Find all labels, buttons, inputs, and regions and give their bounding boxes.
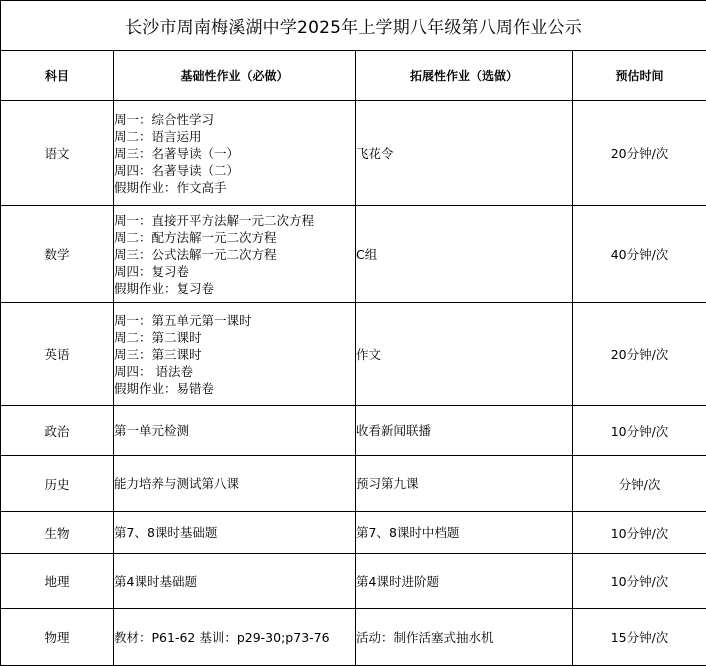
table-row [1,101,706,206]
basic-homework-line: 周一：综合性学习 [114,111,355,128]
extended-homework-cell: 收看新闻联播 [356,406,573,456]
estimated-time-cell: 40分钟/次 [573,206,706,303]
subject-cell: 政治 [1,406,114,456]
basic-homework-line: 假期作业：易错卷 [114,380,355,397]
basic-homework-line: 周三：第三课时 [114,346,355,363]
extended-homework-cell: C组 [356,206,573,303]
estimated-time-cell: 20分钟/次 [573,101,706,206]
subject-cell: 英语 [1,303,114,406]
basic-homework-line: 周一：直接开平方法解一元二次方程 [114,212,355,229]
basic-homework-cell [114,101,356,206]
estimated-time-cell: 10分钟/次 [573,512,706,554]
basic-homework-line: 周四：名著导读（二） [114,162,355,179]
subject-cell: 历史 [1,456,114,512]
basic-homework-line: 周一：第五单元第一课时 [114,312,355,329]
basic-homework-line: 周二：配方法解一元二次方程 [114,229,355,246]
header-time: 预估时间 [573,51,706,101]
estimated-time-cell: 10分钟/次 [573,406,706,456]
basic-homework-line: 教材：P61-62 基训：p29-30;p73-76 [114,629,355,646]
basic-homework-line: 周二：第二课时 [114,329,355,346]
table-row [1,512,706,554]
header-extended: 拓展性作业（选做） [356,51,573,101]
page-title: 长沙市周南梅溪湖中学2025年上学期八年级第八周作业公示 [1,1,706,51]
basic-homework-cell [114,554,356,609]
estimated-time-cell: 分钟/次 [573,456,706,512]
basic-homework-line: 能力培养与测试第八课 [114,475,355,492]
basic-homework-cell [114,609,356,666]
subject-cell: 物理 [1,609,114,666]
extended-homework-cell: 作文 [356,303,573,406]
basic-homework-line: 周三：名著导读（一） [114,145,355,162]
basic-homework-line: 第4课时基础题 [114,573,355,590]
table-row [1,206,706,303]
header-subject: 科目 [1,51,114,101]
table-row [1,456,706,512]
table-row [1,554,706,609]
subject-cell: 语文 [1,101,114,206]
extended-homework-cell: 第4课时进阶题 [356,554,573,609]
basic-homework-cell [114,406,356,456]
basic-homework-line: 周二：语言运用 [114,128,355,145]
basic-homework-cell [114,303,356,406]
basic-homework-line: 第一单元检测 [114,422,355,439]
extended-homework-cell: 第7、8课时中档题 [356,512,573,554]
basic-homework-line: 假期作业：作文高手 [114,179,355,196]
header-row [1,51,706,101]
header-basic: 基础性作业（必做） [114,51,356,101]
basic-homework-line: 假期作业：复习卷 [114,280,355,297]
title-row [1,1,706,51]
basic-homework-line: 周四：复习卷 [114,263,355,280]
basic-homework-cell [114,512,356,554]
extended-homework-cell: 活动：制作活塞式抽水机 [356,609,573,666]
table-row [1,609,706,666]
table-body [1,101,706,666]
subject-cell: 地理 [1,554,114,609]
table-row [1,406,706,456]
extended-homework-cell: 飞花令 [356,101,573,206]
basic-homework-line: 周四： 语法卷 [114,363,355,380]
basic-homework-line: 周三：公式法解一元二次方程 [114,246,355,263]
table-row [1,303,706,406]
subject-cell: 数学 [1,206,114,303]
basic-homework-cell [114,456,356,512]
basic-homework-line: 第7、8课时基础题 [114,524,355,541]
estimated-time-cell: 15分钟/次 [573,609,706,666]
estimated-time-cell: 10分钟/次 [573,554,706,609]
basic-homework-cell [114,206,356,303]
estimated-time-cell: 20分钟/次 [573,303,706,406]
extended-homework-cell: 预习第九课 [356,456,573,512]
subject-cell: 生物 [1,512,114,554]
